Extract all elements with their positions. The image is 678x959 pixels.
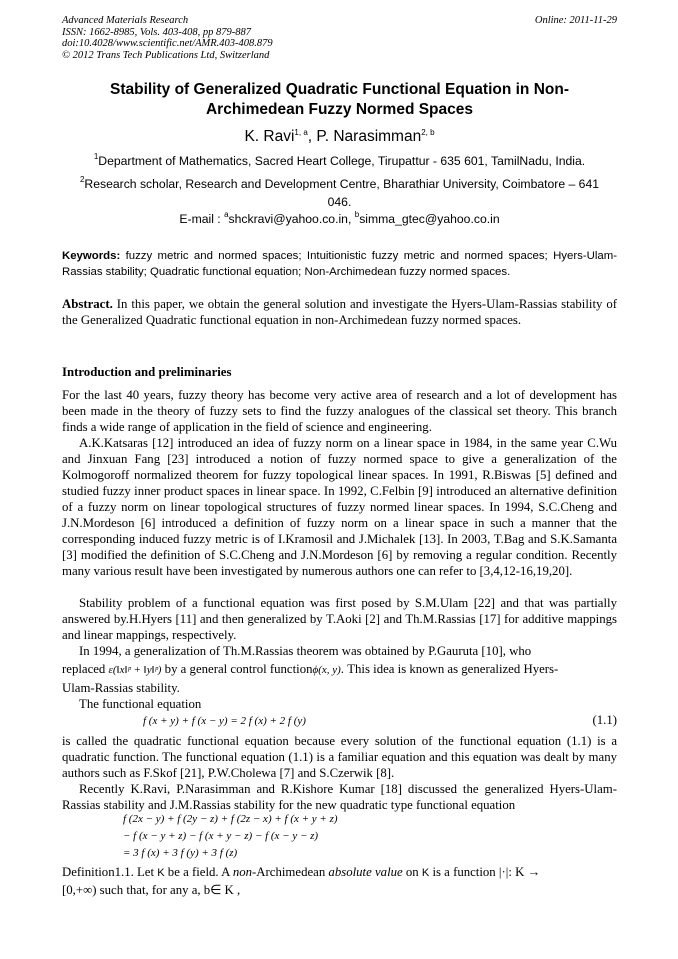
- affiliation-1-text: Department of Mathematics, Sacred Heart College, Tirupattur - 635 601, TamilNadu, India.: [98, 154, 586, 168]
- paragraph-1: For the last 40 years, fuzzy theory has become very active area of research and a lot of development has been made in the theory of fuzzy sets to find the fuzzy analogues of the classical set theory. This branch finds a wide range of application in the field of science and engineering.: [62, 388, 617, 434]
- affiliation-1: [62, 153, 617, 171]
- email-1-sup: a: [224, 210, 229, 219]
- generalized-text: . This idea is known as generalized Hyers-: [340, 662, 559, 676]
- definition-text-2: -Archimedean: [252, 865, 329, 879]
- email-line: [62, 211, 617, 229]
- affiliation-2-line-2: 046.: [327, 195, 352, 209]
- title-line-2: Archimedean Fuzzy Normed Spaces: [205, 101, 474, 118]
- online-date: Online: 2011-11-29: [534, 15, 617, 26]
- paragraph-4-line-2: [62, 659, 617, 680]
- absolute-value-italic: absolute value: [328, 865, 403, 879]
- abstract-block: [62, 296, 617, 328]
- paragraph-5: The functional equation: [79, 697, 202, 711]
- paragraph-7: Recently K.Ravi, P.Narasimman and R.Kishore Kumar [18] discussed the generalized Hyers-Ulam-Rassias stability and J.M.Rassias stability for the new quadratic type functional equation: [62, 782, 617, 812]
- field-symbol-2: K: [421, 867, 430, 879]
- keywords-label: Keywords:: [62, 250, 121, 262]
- paragraph-3: Stability problem of a functional equation was first posed by S.M.Ulam [22] and that was partially answered by.H.Hyers [11] and then generalized by T.Aoki [2] and Th.M.Rassias [17] for additive mappings and linear mappings, respectively.: [62, 596, 617, 642]
- author-list: [62, 127, 617, 149]
- equation-2-line-1: f (2x − y) + f (2y − z) + f (2z − x) + f (x + y + z): [123, 813, 338, 825]
- definition-text-3: on: [402, 865, 422, 879]
- abstract-text: In this paper, we obtain the general solution and investigate the Hyers-Ulam-Rassias stability of the Generalized Quadratic functional equation in non-Archimedean fuzzy normed spaces.: [62, 297, 617, 327]
- affiliation-2: [62, 176, 617, 211]
- equation-2-line-2: − f (x − y + z) − f (x + y − z) − f (x − y − z): [123, 830, 319, 842]
- email-label: E-mail :: [179, 212, 225, 226]
- journal-metadata: [62, 15, 617, 61]
- author-2-sup: 2, b: [421, 128, 435, 137]
- issn-line: ISSN: 1662-8985, Vols. 403-408, pp 879-887: [62, 26, 251, 38]
- definition-1-1-line-2: [0,+∞) such that, for any a, b∈ K ,: [62, 883, 241, 897]
- section-heading: Introduction and preliminaries: [62, 365, 232, 379]
- keywords-text: fuzzy metric and normed spaces; Intuitionistic fuzzy metric and normed spaces; Hyers-Ulam-Rassias stability; Quadratic functional equation; Non-Archimedean fuzzy normed spaces.: [62, 250, 617, 278]
- email-1: shckravi@yahoo.co.in,: [228, 212, 355, 226]
- map-arrow: : K →: [508, 865, 541, 879]
- definition-text-1: be a field. A: [164, 865, 233, 879]
- email-2-sup: b: [354, 210, 360, 219]
- epsilon-formula: ε(‖x‖ᵖ + ‖y‖ᵖ): [108, 664, 162, 676]
- paper-title: [62, 80, 617, 120]
- definition-prefix: Definition1.1. Let: [62, 865, 158, 879]
- author-separator: ,: [307, 128, 317, 145]
- paragraph-4-line-1: In 1994, a generalization of Th.M.Rassias theorem was obtained by P.Gauruta [10], who: [79, 644, 532, 658]
- paragraph-2: A.K.Katsaras [12] introduced an idea of fuzzy norm on a linear space in 1984, in the same year C.Wu and Jinxuan Fang [23] introduced a notion of fuzzy normed space to give a generalization of the Kolmogoroff normalized theorem for fuzzy topological linear spaces. In 1991, R.Biswas [5] defined and studied fuzzy inner product spaces in linear space. In 1992, C.Felbin [9] introduced an alternative definition of a fuzzy norm on linear topological structures of fuzzy normed linear spaces. In 1994, S.C.Cheng and J.N.Mordeson [6] introduced a definition of fuzzy norm on a linear space in such a manner that the corresponding induced fuzzy metric is of I.Kramosil and J.Michalek [13]. In 2003, T.Bag and S.K.Samanta [3] modified the definition of S.C.Cheng and J.N.Mordeson [6] by removing a regular condition. Recently many various result have been investigated by numerous authors one can refer to [3,4,12-16,19,20].: [62, 436, 617, 578]
- control-function-text: by a general control function: [161, 662, 313, 676]
- affiliation-2-sup: 2: [79, 175, 85, 184]
- author-1: K. Ravi: [244, 128, 295, 145]
- phi-formula: ϕ(x, y): [312, 664, 341, 676]
- keywords-block: [62, 249, 617, 280]
- affiliation-2-line-1: Research scholar, Research and Development Centre, Bharathiar University, Coimbatore – 641: [84, 177, 600, 191]
- paragraph-6: is called the quadratic functional equation because every solution of the functional equation (1.1) is a quadratic function. The functional equation (1.1) is a familiar equation and this equation was dealt by many authors such as F.Skof [21], P.W.Cholewa [7] and S.Czerwik [8].: [62, 734, 617, 780]
- author-1-sup: 1, a: [294, 128, 308, 137]
- equation-2-line-3: = 3 f (x) + 3 f (y) + 3 f (z): [123, 847, 238, 859]
- equation-1-1: f (x + y) + f (x − y) = 2 f (x) + 2 f (y): [143, 715, 306, 727]
- author-2: P. Narasimman: [316, 128, 422, 145]
- abs-bars: |·|: [498, 865, 509, 879]
- field-symbol: K: [157, 867, 165, 879]
- paragraph-4-line-3: Ulam-Rassias stability.: [62, 681, 180, 695]
- non-italic: non: [232, 865, 253, 879]
- affiliation-1-sup: 1: [93, 152, 99, 161]
- title-line-1: Stability of Generalized Quadratic Functional Equation in Non-: [109, 81, 569, 98]
- equation-1-1-number: (1.1): [592, 713, 617, 727]
- definition-text-4: is a function: [429, 865, 499, 879]
- replaced-label: replaced: [62, 662, 109, 676]
- definition-1-1: [62, 864, 617, 881]
- journal-name: Advanced Materials Research: [62, 15, 189, 26]
- copyright-line: © 2012 Trans Tech Publications Ltd, Switzerland: [62, 49, 270, 61]
- doi-line: doi:10.4028/www.scientific.net/AMR.403-408.879: [62, 38, 273, 49]
- abstract-label: Abstract.: [62, 297, 113, 311]
- email-2: simma_gtec@yahoo.co.in: [359, 212, 500, 226]
